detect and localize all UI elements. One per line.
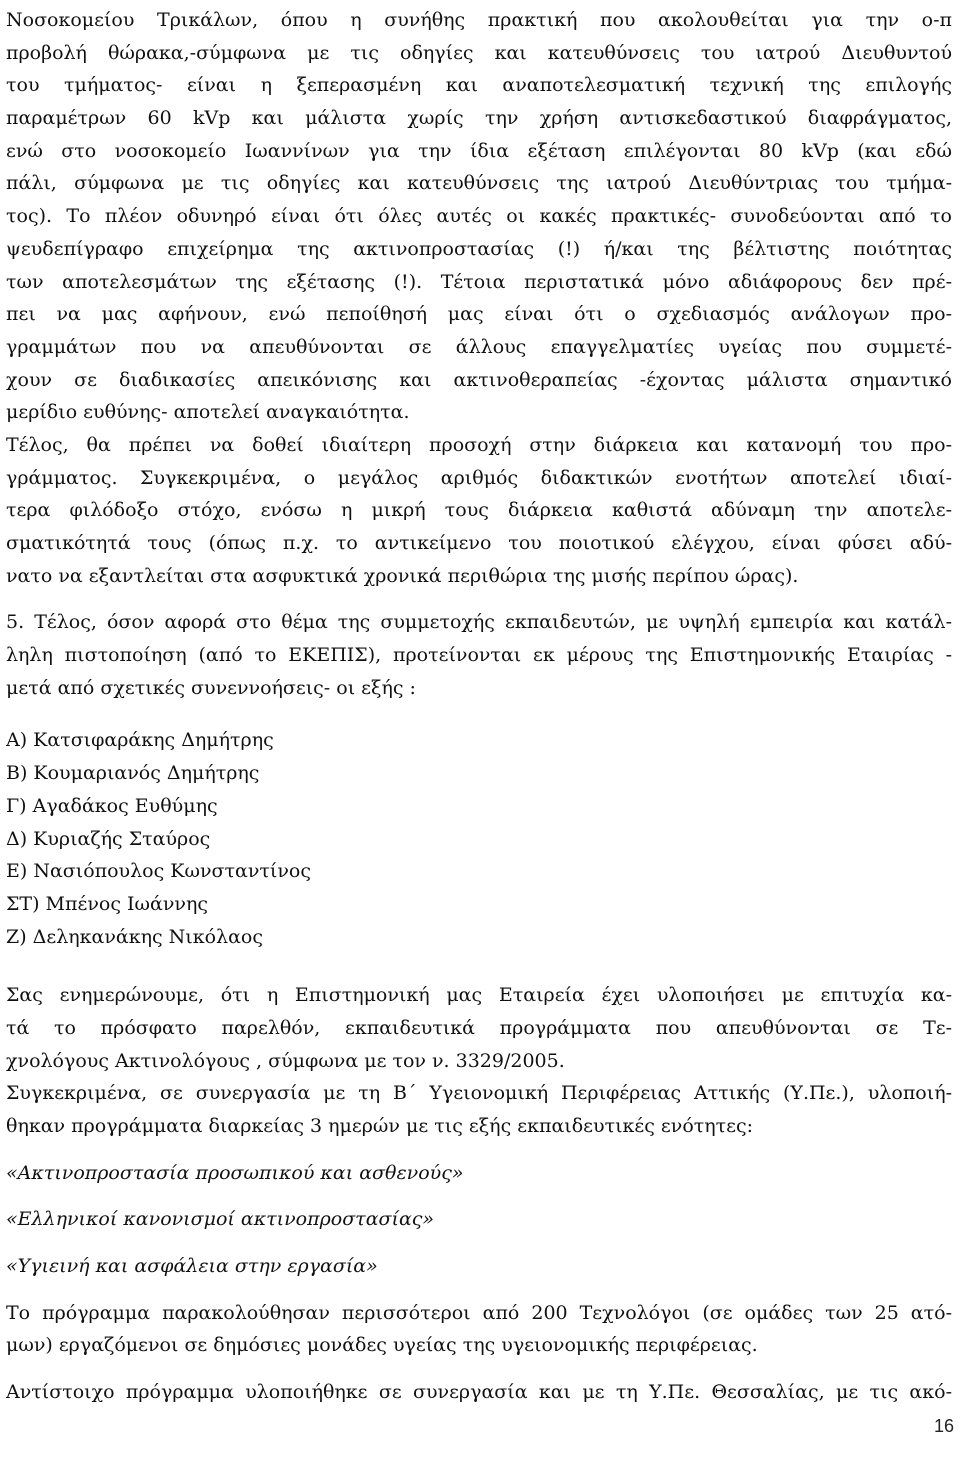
text-line: χνολόγους Ακτινολόγους , σύμφωνα με τον ν. 3329/2005.: [6, 1049, 565, 1072]
list-item: Α) Κατσιφαράκης Δημήτρης: [6, 729, 274, 752]
text-line: θηκαν προγράμματα διαρκείας 3 ημερών με τις εξής εκπαιδευτικές ενότητες:: [6, 1115, 754, 1137]
text-line: πει να μας αφήνουν, ενώ πεποίθησή μας είναι ότι ο σχεδιασμός ανάλογων προ-: [6, 303, 952, 326]
text-line: του τμήματος- είναι η ξεπερασμένη και αναποτελεσματική τεχνική της επιλογής: [6, 74, 952, 97]
text-line: τερα φιλόδοξο στόχο, ενόσω η μικρή τους διάρκεια καθιστά αδύναμη την αποτελε-: [6, 499, 952, 522]
text-line: γραμμάτων που να απευθύνονται σε άλλους επαγγελματίες υγείας που συμμετέ-: [6, 335, 952, 358]
list-item: Β) Κουμαριανός Δημήτρης: [6, 762, 260, 785]
text-line: 5. Τέλος, όσον αφορά στο θέμα της συμμετοχής εκπαιδευτών, με υψηλή εμπειρία και κατάλ-: [6, 611, 952, 634]
paragraph-previous-programs: [6, 979, 952, 1142]
paragraph-hospital-practices: [6, 4, 952, 429]
list-item: ΣΤ) Μπένος Ιωάννης: [6, 892, 208, 915]
text-line: Αντίστοιχο πρόγραμμα υλοποιήθηκε σε συνεργασία και με τη Υ.Πε. Θεσσαλίας, με τις ακό-: [6, 1381, 952, 1404]
module-title: «Ελληνικοί κανονισμοί ακτινοπροστασίας»: [6, 1208, 435, 1231]
module-title: «Ακτινοπροστασία προσωπικού και ασθενούς»: [6, 1161, 464, 1184]
paragraph-program-duration: [6, 429, 952, 592]
text-line: μετά από σχετικές συνεννοήσεις- οι εξής :: [6, 676, 416, 699]
paragraph-trainers-intro: [6, 606, 952, 704]
text-line: Συγκεκριμένα, σε συνεργασία με τη Β΄ Υγειονομική Περιφέρειας Αττικής (Υ.Πε.), υλοποιή-: [6, 1082, 952, 1105]
text-line: Τέλος, θα πρέπει να δοθεί ιδιαίτερη προσοχή στην διάρκεια και κατανομή του προ-: [6, 433, 952, 456]
document-page: [6, 4, 952, 1409]
list-item: Ε) Νασιόπουλος Κωνσταντίνος: [6, 860, 311, 883]
text-line: τος). Το πλέον οδυνηρό είναι ότι όλες αυτές οι κακές πρακτικές- συνοδεύονται από το: [6, 205, 952, 228]
module-title: «Υγιεινή και ασφάλεια στην εργασία»: [6, 1255, 378, 1278]
text-line: ψευδεπίγραφο επιχείρημα της ακτινοπροστασίας (!) ή/και της βέλτιστης ποιότητας: [6, 237, 952, 260]
text-line: μερίδιο ευθύνης- αποτελεί αναγκαιότητα.: [6, 401, 410, 424]
list-item: Ζ) Δεληκανάκης Νικόλαος: [6, 925, 264, 948]
text-line: Σας ενημερώνουμε, ότι η Επιστημονική μας Εταιρεία έχει υλοποιήσει με επιτυχία κα-: [6, 984, 952, 1007]
text-line: πάλι, σύμφωνα με τις οδηγίες και κατευθύνσεις της ιατρού Διευθύντριας του τμήμα-: [6, 172, 952, 195]
text-line: γράμματος. Συγκεκριμένα, ο μεγάλος αριθμός διδακτικών ενοτήτων αποτελεί ιδιαί-: [6, 466, 952, 489]
text-line: σματικότητά τους (όπως π.χ. το αντικείμενο του ποιοτικού ελέγχου, είναι φύσει αδύ-: [6, 532, 952, 554]
page-number: 16: [933, 1416, 954, 1436]
text-line: νατο να εξαντλείται στα ασφυκτικά χρονικά περιθώρια της μισής περίπου ώρας).: [6, 564, 799, 587]
text-line: παραμέτρων 60 kVp και μάλιστα χωρίς την χρήση αντισκεδαστικού διαφράγματος,: [6, 107, 952, 130]
text-line: ληλη πιστοποίηση (από το ΕΚΕΠΙΣ), προτείνονται εκ μέρους της Επιστημονικής Εταιρίας -: [6, 644, 952, 667]
text-line: χουν σε διαδικασίες απεικόνισης και ακτινοθεραπείας -έχοντας μάλιστα σημαντικό: [6, 368, 952, 391]
text-line: τά το πρόσφατο παρελθόν, εκπαιδευτικά προγράμματα που απευθύνονται σε Τε-: [6, 1016, 952, 1039]
modules-list: [6, 1157, 952, 1283]
trainers-list: [6, 724, 952, 953]
paragraph-thessaly-program: [6, 1376, 952, 1409]
text-line: Νοσοκομείου Τρικάλων, όπου η συνήθης πρακτική που ακολουθείται για την ο-π: [6, 9, 952, 31]
list-item: Δ) Κυριαζής Σταύρος: [6, 827, 211, 850]
text-line: ενώ στο νοσοκομείο Ιωαννίνων για την ίδια εξέταση επιλέγονται 80 kVp (και εδώ: [6, 139, 952, 162]
paragraph-participants: [6, 1297, 952, 1362]
text-line: μων) εργαζόμενοι σε δημόσιες μονάδες υγείας της υγειονομικής περιφέρειας.: [6, 1334, 758, 1357]
text-line: Το πρόγραμμα παρακολούθησαν περισσότεροι από 200 Τεχνολόγοι (σε ομάδες των 25 ατό-: [6, 1301, 952, 1324]
text-line: προβολή θώρακα,-σύμφωνα με τις οδηγίες και κατευθύνσεις του ιατρού Διευθυντού: [6, 41, 952, 64]
list-item: Γ) Αγαδάκος Ευθύμης: [6, 794, 218, 817]
text-line: των αποτελεσμάτων της εξέτασης (!). Τέτοια περιστατικά μόνο αδιάφορους δεν πρέ-: [6, 270, 952, 293]
